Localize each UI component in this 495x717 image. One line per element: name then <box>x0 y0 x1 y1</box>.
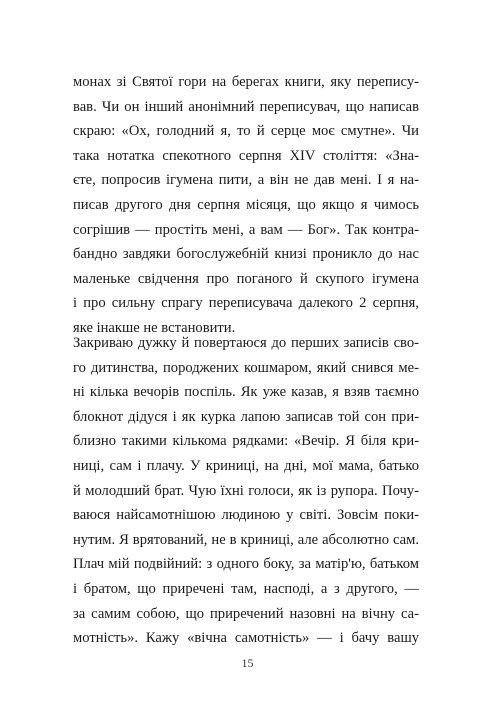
text-line: така нотатка спекотного серпня XIV століття: «Зна- <box>73 147 419 164</box>
text-line: бандно завдяки богослужебній книзі проникло до нас <box>73 246 419 263</box>
text-line: ні кілька вечорів поспіль. Як уже казав, я взяв таємно <box>73 384 419 401</box>
paragraph-1 <box>73 70 419 341</box>
text-line: за самим собою, що приречений назовні на вічну са- <box>73 605 419 622</box>
text-line: нутим. Я врятований, не в криниці, але абсолютно сам. <box>73 531 419 548</box>
text-line: близно такими кількома рядками: «Вечір. Я біля кри- <box>73 433 419 450</box>
text-line: го дитинства, породжених кошмаром, який снився ме- <box>73 359 419 376</box>
text-line: скраю: «Ох, голодний я, то й серце моє смутне». Чи <box>73 123 419 140</box>
text-line: вав. Чи он інший анонімний переписувач, що написав <box>73 98 419 115</box>
paragraph-2 <box>73 331 419 651</box>
text-line: Закриваю дужку й повертаюся до перших записів сво- <box>73 335 419 351</box>
text-line: і братом, що приречені там, насподі, а з другого, — <box>73 580 419 597</box>
text-line: блокнот дідуся і як курка лапою записав той сон при- <box>73 408 419 425</box>
text-line: й молодший брат. Чую їхні голоси, як із рупора. Почу- <box>73 482 419 499</box>
text-line: єте, попросив ігумена пити, а він не дав мені. І я на- <box>73 172 419 189</box>
text-line: яке інакше не встановити. <box>73 319 236 336</box>
text-line: ваюся найсамотнішою людиною у світі. Зовсім поки- <box>73 507 419 524</box>
text-line: і про сильну спрагу переписувача далекого 2 серпня, <box>73 295 419 312</box>
text-line: Плач мій подвійний: з одного боку, за матір'ю, батьком <box>73 556 419 573</box>
page-number: 15 <box>241 656 254 670</box>
text-line: писав другого дня серпня місяця, що якщо я чимось <box>73 196 419 213</box>
text-line: мотність». Кажу «вічна самотність» — і бачу вашу <box>73 630 419 647</box>
text-line: маленьке свідчення про поганого й скупого ігумена <box>73 270 419 287</box>
text-line: согрішив — простіть мені, а вам — Бог». Так контра- <box>73 221 419 238</box>
text-line: ниці, сам і плачу. У криниці, на дні, мої мама, батько <box>73 457 419 474</box>
text-line: монах зі Святої гори на берегах книги, яку перепису- <box>73 74 419 90</box>
